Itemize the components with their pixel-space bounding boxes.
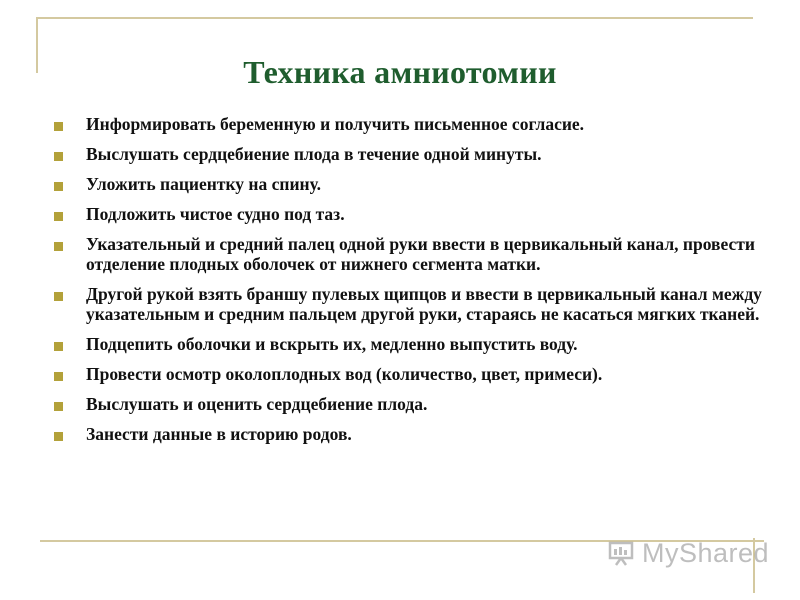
frame-line-top (36, 17, 753, 19)
square-bullet-icon (54, 242, 63, 251)
myshared-logo (604, 534, 770, 574)
bullet-item (54, 364, 770, 384)
bullet-list (54, 114, 770, 454)
watermark-text: MyShared (642, 538, 770, 568)
square-bullet-icon (54, 212, 63, 221)
bullet-item (54, 394, 770, 414)
bullet-text: Подцепить оболочки и вскрыть их, медленно выпустить воду. (86, 334, 578, 354)
bullet-item (54, 114, 770, 134)
bullet-text: Провести осмотр околоплодных вод (количество, цвет, примеси). (86, 364, 603, 384)
bullet-item (54, 204, 770, 224)
bullet-text: Информировать беременную и получить письменное согласие. (86, 114, 585, 134)
square-bullet-icon (54, 372, 63, 381)
bullet-item (54, 334, 770, 354)
square-bullet-icon (54, 342, 63, 351)
bullet-item (54, 144, 770, 164)
bullet-text: Уложить пациентку на спину. (86, 174, 322, 194)
bullet-text: Указательный и средний палец одной руки ввести в цервикальный канал, провести отделение плодных оболочек от нижнего сегмента матки. (86, 234, 755, 274)
square-bullet-icon (54, 402, 63, 411)
bullet-text: Подложить чистое судно под таз. (86, 204, 345, 224)
square-bullet-icon (54, 432, 63, 441)
presentation-board-icon (608, 540, 636, 566)
bullet-item (54, 234, 770, 274)
square-bullet-icon (54, 182, 63, 191)
bullet-item (54, 174, 770, 194)
slide-title: Техника амниотомии (243, 54, 557, 90)
square-bullet-icon (54, 292, 63, 301)
bullet-item (54, 284, 770, 324)
bullet-item (54, 424, 770, 444)
square-bullet-icon (54, 152, 63, 161)
bullet-text: Занести данные в историю родов. (86, 424, 352, 444)
square-bullet-icon (54, 122, 63, 131)
bullet-text: Выслушать сердцебиение плода в течение одной минуты. (86, 144, 542, 164)
bullet-text: Другой рукой взять браншу пулевых щипцов и ввести в цервикальный канал между указательным и средним пальцем другой руки, стараясь не касаться мягких тканей. (86, 284, 762, 324)
bullet-text: Выслушать и оценить сердцебиение плода. (86, 394, 428, 414)
